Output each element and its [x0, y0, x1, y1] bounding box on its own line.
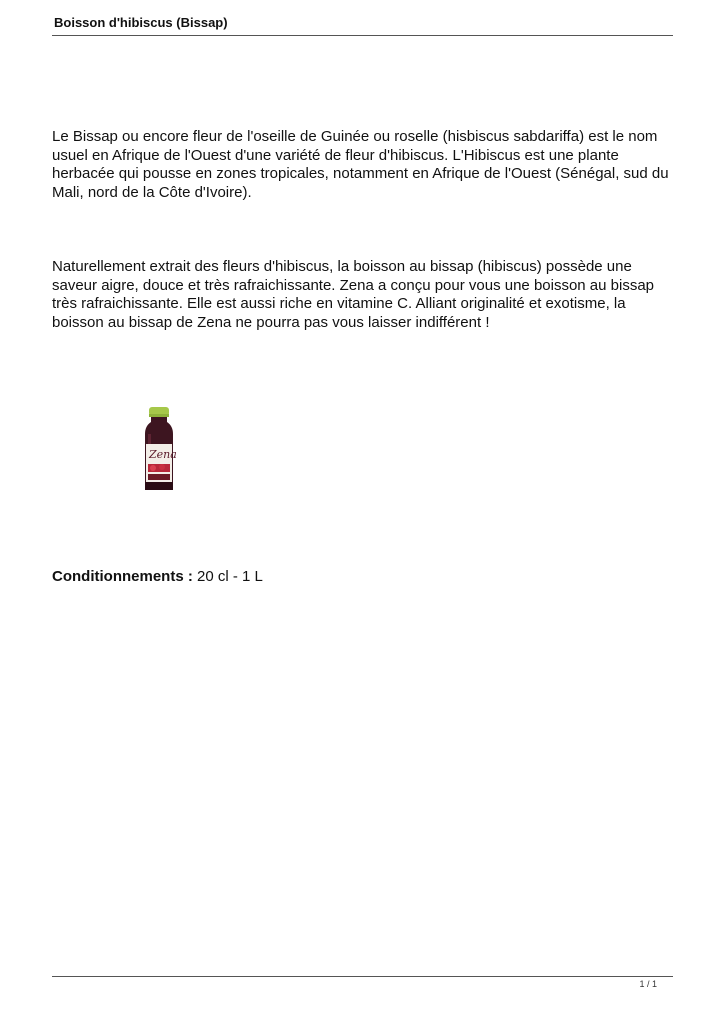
page-number: 1 / 1 — [639, 979, 657, 989]
svg-text:Zena: Zena — [149, 448, 177, 461]
header-divider — [52, 35, 673, 36]
packaging-label: Conditionnements : — [52, 568, 193, 585]
packaging-info — [52, 568, 263, 586]
footer-divider — [52, 976, 673, 977]
packaging-value: 20 cl - 1 L — [192, 568, 263, 585]
description-paragraph: Naturellement extrait des fleurs d'hibiscus, la boisson au bissap (hibiscus) possède une saveur aigre, douce et très rafraichissante. Zena a conçu pour vous une boisson au bissap très rafraichissante. Elle est aussi riche en vitamine C. Alliant originalité et exotisme, la boisson au bissap de Zena ne pourra pas vous laisser indifférent ! — [52, 258, 655, 331]
intro-paragraph: Le Bissap ou encore fleur de l'oseille de Guinée ou roselle (hisbiscus sabdariffa) est le nom usuel en Afrique de l'Ouest d'une variété de fleur d'hibiscus. L'Hibiscus est une plante herbacée qui pousse en zones tropicales, notamment en Afrique de l'Ouest (Sénégal, sud du Mali, nord de la Côte d'Ivoire). — [52, 128, 669, 201]
bottle-image — [140, 406, 178, 492]
page-title: Boisson d'hibiscus (Bissap) — [54, 15, 228, 30]
